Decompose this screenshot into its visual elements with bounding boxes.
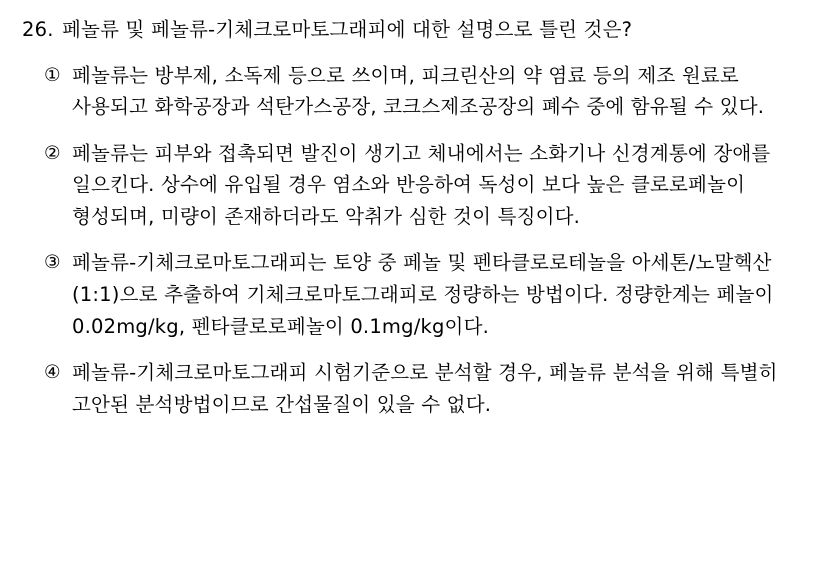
question-text: 페놀류 및 페놀류-기체크로마토그래피에 대한 설명으로 틀린 것은? xyxy=(62,18,633,41)
choice-option-2[interactable] xyxy=(44,138,798,233)
choice-option-3[interactable] xyxy=(44,247,798,342)
choice-option-4[interactable] xyxy=(44,357,798,420)
choice-text-2: 페놀류는 피부와 접촉되면 발진이 생기고 체내에서는 소화기나 신경계통에 장애를 일으킨다. 상수에 유입될 경우 염소와 반응하여 독성이 보다 높은 클로로페놀이 형성되며, 미량이 존재하더라도 악취가 심한 것이 특징이다. xyxy=(72,141,771,228)
question-block xyxy=(22,14,798,46)
choice-marker-2: ② xyxy=(44,142,61,164)
choice-text-1: 페놀류는 방부제, 소독제 등으로 쓰이며, 피크린산의 약 염료 등의 제조 원료로 사용되고 화학공장과 석탄가스공장, 코크스제조공장의 폐수 중에 함유될 수 있다. xyxy=(72,63,765,119)
choice-option-1[interactable] xyxy=(44,60,798,123)
choice-marker-4: ④ xyxy=(44,362,61,384)
choice-text-3: 페놀류-기체크로마토그래피는 토양 중 페놀 및 펜타클로로테놀을 아세톤/노말헥산(1:1)으로 추출하여 기체크로마토그래피로 정량하는 방법이다. 정량한계는 페놀이 0.02mg/kg, 펜타클로로페놀이 0.1mg/kg이다. xyxy=(72,251,774,338)
choice-marker-1: ① xyxy=(44,64,61,86)
question-number: 26. xyxy=(22,18,54,41)
choice-text-4: 페놀류-기체크로마토그래피 시험기준으로 분석할 경우, 페놀류 분석을 위해 특별히 고안된 분석방법이므로 간섭물질이 있을 수 없다. xyxy=(72,361,778,416)
choice-marker-3: ③ xyxy=(44,252,61,274)
choice-list xyxy=(22,60,798,421)
